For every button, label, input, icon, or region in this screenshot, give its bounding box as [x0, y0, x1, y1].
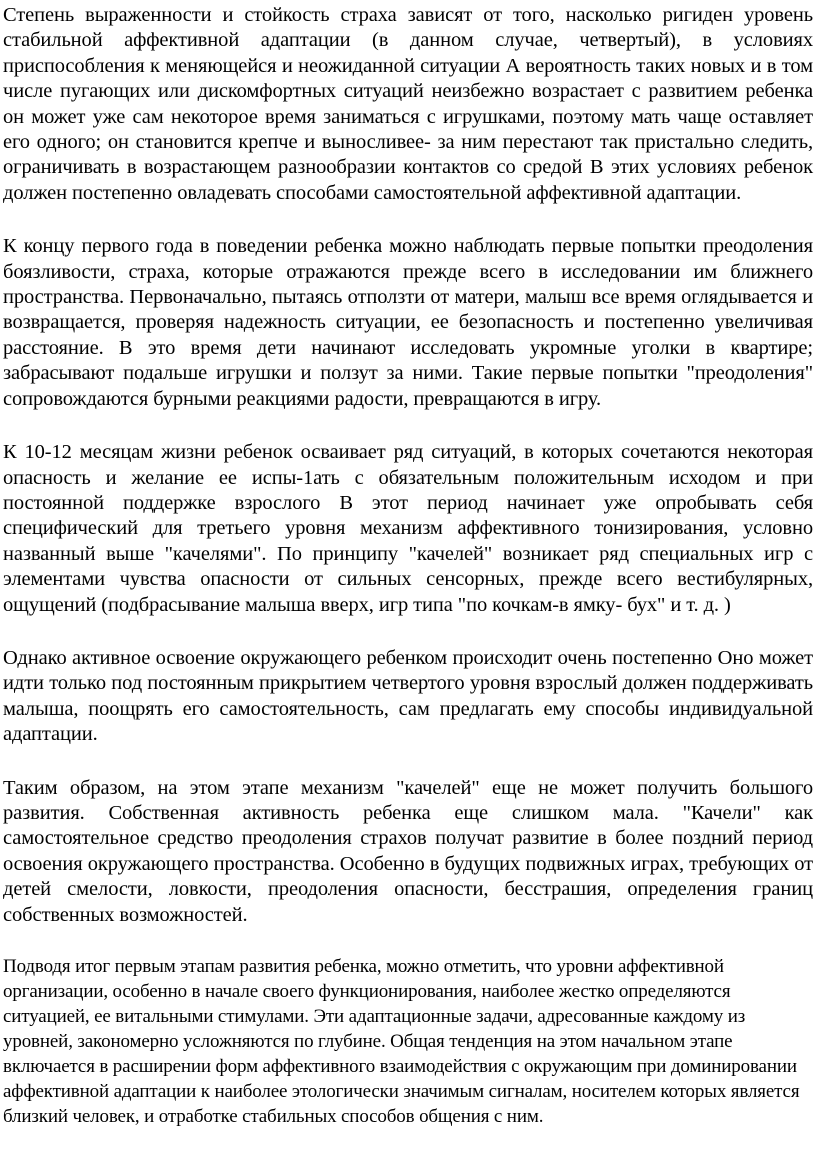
- paragraph-gap: [3, 928, 813, 954]
- paragraph-gap: [3, 748, 813, 776]
- paragraph-gap: [3, 618, 813, 646]
- paragraph-10-12-months: К 10-12 месяцам жизни ребенок осваивает ряд ситуаций, в которых сочетаются некоторая опасность и желание ее испы-1ать с обязательным положительным исходом и при постоянной поддержке взрослого В этот период начинает уже опробывать себя специфический для третьего уровня механизм аффективного тонизирования, условно названный выше "качелями". По принципу "качелей" возникает ряд специальных игр с элементами чувства опасности от сильных сенсорных, прежде всего вестибулярных, ощущений (подбрасывание малыша вверх, игр типа "по кочкам-в ямку- бух" и т. д. ): [3, 441, 813, 616]
- document-page: [3, 3, 813, 1129]
- paragraph-fear-stability: Степень выраженности и стойкость страха зависят от того, насколько ригиден уровень стабильной аффективной адаптации (в данном случае, четвертый), в условиях приспособления к меняющейся и неожиданной ситуации А вероятность таких новых и в том числе пугающих или дискомфортных ситуаций неизбежно возрастает с развитием ребенка он может уже сам некоторое время заниматься с игрушками, поэтому мать чаще оставляет его одного; он становится крепче и выносливее- за ним перестают так пристально следить, ограничивать в возрастающем разнообразии контактов со средой В этих условиях ребенок должен постепенно овладевать способами самостоятельной аффективной адаптации.: [3, 4, 813, 204]
- paragraph-swings-mechanism: Таким образом, на этом этапе механизм "качелей" еще не может получить большого развития. Собственная активность ребенка еще слишком мала. "Качели" как самостоятельное средство преодоления страхов получат развитие в более поздний период освоения окружающего пространства. Особенно в будущих подвижных играх, требующих от детей смелости, ловкости, преодоления опасности, бесстрашия, определения границ собственных возможностей.: [3, 776, 813, 926]
- paragraph-summary: Подводя итог первым этапам развития ребенка, можно отметить, что уровни аффективной организации, особенно в начале своего функционирования, наиболее жестко определяются ситуацией, ее витальными стимулами. Эти адаптационные задачи, адресованные каждому из уровней, закономерно усложняются по глубине. Общая тенденция на этом начальном этапе включается в расширении форм аффективного взаимодействия с окружающим при доминировании аффективной адаптации к наиболее этологически значимым сигналам, носителем которых является близкий человек, и отработке стабильных способов общения с ним.: [3, 956, 800, 1127]
- paragraph-gap: [3, 412, 813, 440]
- paragraph-gap: [3, 206, 813, 234]
- paragraph-end-of-first-year: К концу первого года в поведении ребенка можно наблюдать первые попытки преодоления боязливости, страха, которые отражаются прежде всего в исследовании им ближнего пространства. Первоначально, пытаясь отползти от матери, малыш все время оглядывается и возвращается, проверяя надежность ситуации, ее безопасность и постепенно увеличивая расстояние. В это время дети начинают исследовать укромные уголки в квартире; забрасывают подальше игрушки и ползут за ними. Такие первые попытки "преодоления" сопровождаются бурными реакциями радости, превращаются в игру.: [3, 235, 813, 410]
- paragraph-active-exploration: Однако активное освоение окружающего ребенком происходит очень постепенно Оно может идти только под постоянным прикрытием четвертого уровня взрослый должен поддерживать малыша, поощрять его самостоятельность, сам предлагать ему способы индивидуальной адаптации.: [3, 646, 813, 746]
